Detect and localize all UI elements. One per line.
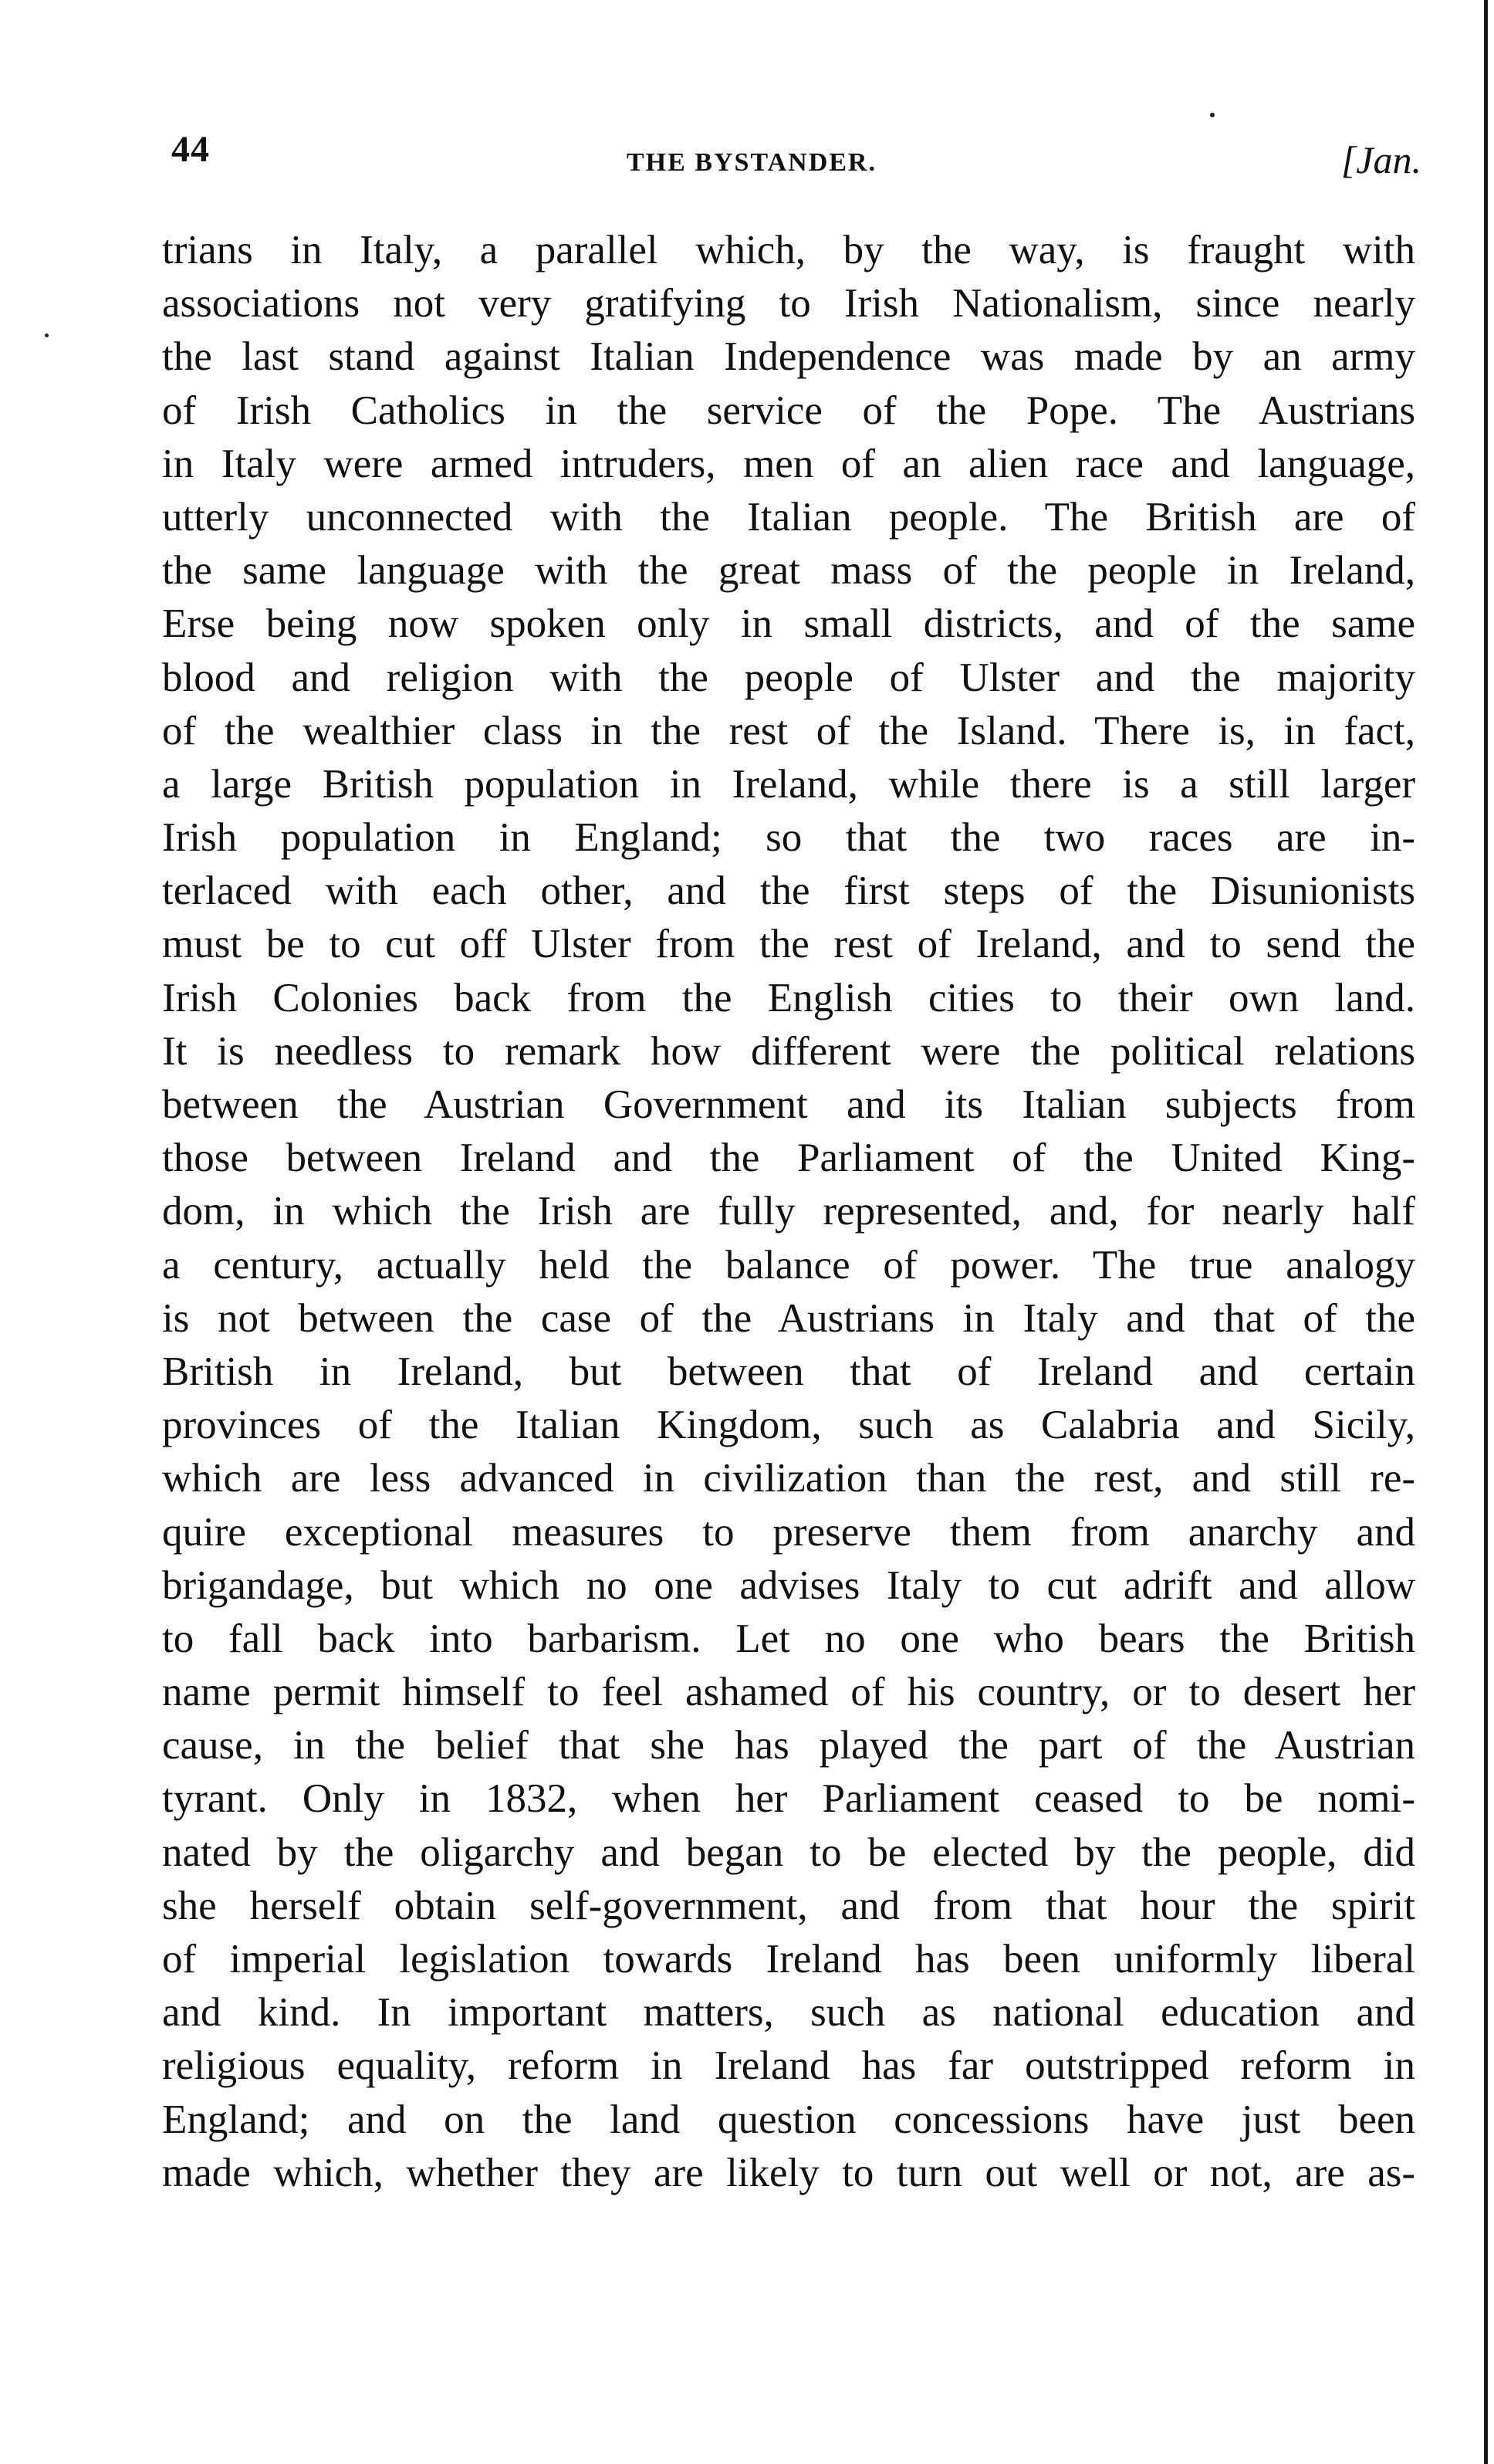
page-number: 44	[171, 129, 210, 170]
text-line: England; and on the land question concessions have just been	[162, 2097, 1415, 2142]
text-line: terlaced with each other, and the first steps of the Disunionists	[162, 868, 1415, 914]
text-line: which are less advanced in civilization than the rest, and still re-	[162, 1456, 1415, 1501]
running-date: [Jan.	[1340, 138, 1421, 181]
text-line: she herself obtain self-government, and from that hour the spirit	[162, 1883, 1415, 1928]
body-text	[162, 224, 1415, 2200]
text-line: must be to cut off Ulster from the rest of Ireland, and to send the	[162, 922, 1415, 967]
text-line: of the wealthier class in the rest of the Island. There is, in fact,	[162, 708, 1415, 753]
text-line: brigandage, but which no one advises Italy to cut adrift and allow	[162, 1562, 1415, 1608]
print-speck	[1210, 113, 1215, 117]
print-speck	[45, 333, 49, 337]
text-line: between the Austrian Government and its Italian subjects from	[162, 1082, 1415, 1127]
text-line: Irish Colonies back from the English cities to their own land.	[162, 975, 1415, 1020]
text-line: trians in Italy, a parallel which, by the way, is fraught with	[162, 228, 1415, 272]
text-line: a large British population in Ireland, while there is a still larger	[162, 761, 1415, 807]
text-line: It is needless to remark how different were the political relations	[162, 1028, 1415, 1074]
text-line: to fall back into barbarism. Let no one who bears the British	[162, 1616, 1415, 1661]
text-line: British in Ireland, but between that of Ireland and certain	[162, 1349, 1415, 1394]
running-title: THE BYSTANDER.	[627, 148, 877, 177]
text-line: made which, whether they are likely to turn out well or not, are as-	[162, 2150, 1415, 2195]
text-line: the last stand against Italian Independence was made by an army	[162, 334, 1415, 380]
text-line: is not between the case of the Austrians in Italy and that of the	[162, 1295, 1415, 1341]
text-line: associations not very gratifying to Irish Nationalism, since nearly	[162, 281, 1415, 327]
running-head	[171, 120, 1421, 182]
text-line: Erse being now spoken only in small districts, and of the same	[162, 601, 1415, 647]
text-line: dom, in which the Irish are fully represented, and, for nearly half	[162, 1189, 1415, 1234]
page-edge-rule	[1484, 0, 1488, 2464]
text-line: provinces of the Italian Kingdom, such as Calabria and Sicily,	[162, 1403, 1415, 1448]
text-line: of Irish Catholics in the service of the Pope. The Austrians	[162, 388, 1415, 433]
text-line: blood and religion with the people of Ulster and the majority	[162, 655, 1415, 700]
text-line: Irish population in England; so that the two races are in-	[162, 815, 1415, 861]
text-line: and kind. In important matters, such as national education and	[162, 1990, 1415, 2036]
text-line: tyrant. Only in 1832, when her Parliament ceased to be nomi-	[162, 1776, 1415, 1822]
text-line: religious equality, reform in Ireland has far outstripped reform in	[162, 2043, 1415, 2089]
text-line: those between Ireland and the Parliament of the United King-	[162, 1136, 1415, 1181]
text-line: nated by the oligarchy and began to be elected by the people, did	[162, 1829, 1415, 1875]
text-line: in Italy were armed intruders, men of an alien race and language,	[162, 441, 1415, 486]
text-line: the same language with the great mass of the people in Ireland,	[162, 548, 1415, 594]
text-line: a century, actually held the balance of power. The true analogy	[162, 1242, 1415, 1288]
text-line: of imperial legislation towards Ireland has been uniformly liberal	[162, 1937, 1415, 1982]
text-line: name permit himself to feel ashamed of his country, or to desert her	[162, 1670, 1415, 1715]
text-line: quire exceptional measures to preserve them from anarchy and	[162, 1509, 1415, 1555]
text-line: utterly unconnected with the Italian people. The British are of	[162, 494, 1415, 540]
text-line: cause, in the belief that she has played the part of the Austrian	[162, 1723, 1415, 1768]
